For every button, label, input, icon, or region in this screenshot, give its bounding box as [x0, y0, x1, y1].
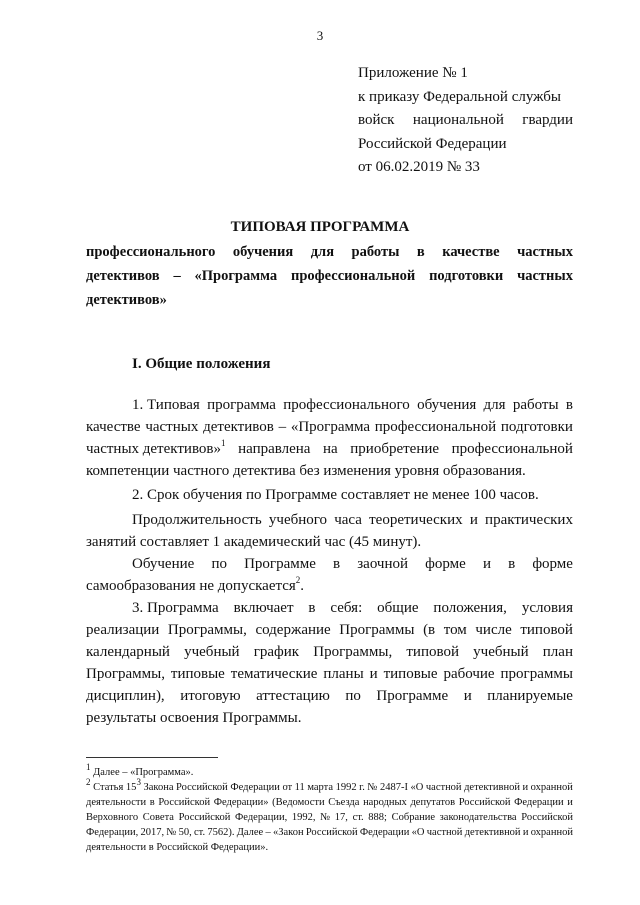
word: теоретических	[369, 512, 463, 528]
paragraph-text: самообразования не допускается	[86, 578, 296, 594]
appendix-block	[358, 62, 573, 180]
word: и	[463, 688, 472, 704]
word: марта	[307, 782, 334, 793]
paragraph-word: профессиональной	[451, 441, 573, 457]
document-subtitle	[86, 240, 573, 312]
word: календарный	[86, 644, 170, 660]
word: подготовки	[500, 419, 573, 435]
word: Федерации	[514, 797, 564, 808]
word: (в	[423, 622, 436, 638]
word: для	[310, 244, 335, 260]
paragraph-line	[86, 394, 573, 416]
word: Программе	[376, 688, 449, 704]
word: профессиональной	[374, 419, 497, 435]
word: Российской	[158, 797, 211, 808]
word: «О	[410, 782, 424, 793]
footnote-ref: 2	[295, 575, 301, 585]
word: типовой	[406, 644, 459, 660]
word: типовые	[383, 666, 438, 682]
word: 2017,	[140, 827, 165, 838]
word: Федерации	[359, 827, 410, 838]
word: и	[469, 512, 478, 528]
word: детективов	[86, 268, 160, 284]
footnote-text: Далее – «Программа».	[93, 767, 194, 778]
word: аттестацию	[256, 688, 330, 704]
word: частных	[517, 244, 573, 260]
word: Программы,	[167, 622, 247, 638]
word: и	[522, 782, 529, 793]
footnote-2-line	[86, 795, 573, 810]
paragraph-line	[86, 416, 573, 438]
paragraph-word: направлена	[238, 441, 311, 457]
word: Федерации»	[213, 797, 269, 808]
word: работы	[512, 397, 559, 413]
word: числе	[475, 622, 512, 638]
word: рабочие	[443, 666, 495, 682]
word: законодательства	[439, 812, 517, 823]
word: обучения	[232, 244, 294, 260]
word: «Программа	[290, 419, 371, 435]
word: типовые	[170, 666, 225, 682]
footnote-text: Статья 15	[93, 782, 137, 793]
page-number: 3	[316, 28, 324, 43]
word: Закона	[143, 782, 174, 793]
word: профессиональной	[290, 268, 416, 284]
word: 1. Типовая	[132, 397, 200, 413]
word: Российской	[305, 827, 358, 838]
word: «О	[411, 827, 425, 838]
word: в	[508, 556, 516, 572]
paragraph-word	[86, 438, 226, 460]
word: частных	[145, 419, 199, 435]
paragraph-line	[86, 619, 573, 641]
word: график	[253, 644, 300, 660]
word: учебного	[268, 512, 328, 528]
word: 11	[294, 782, 305, 793]
appendix-word: национальной	[412, 112, 504, 128]
word: Федерации,	[86, 827, 139, 838]
paragraph-line	[86, 685, 573, 707]
word: подготовки	[429, 268, 504, 284]
word: Совета	[142, 812, 174, 823]
paragraph-line	[86, 553, 573, 575]
word: по	[345, 688, 361, 704]
word: Российской	[178, 812, 231, 823]
word: профессионального	[86, 244, 216, 260]
word: охранной	[530, 827, 573, 838]
word: №	[166, 827, 177, 838]
word: деятельности	[86, 797, 147, 808]
footnote-1	[86, 761, 573, 780]
word: Собрание	[391, 812, 436, 823]
word: для	[483, 397, 506, 413]
footnote-2-line	[86, 825, 573, 840]
word: программы	[500, 666, 573, 682]
word: профессионального	[283, 397, 410, 413]
word: 7562).	[207, 827, 235, 838]
word: включает	[233, 600, 294, 616]
word: качестве	[442, 244, 500, 260]
word: планируемые	[487, 688, 573, 704]
word: по	[211, 556, 227, 572]
paragraph-text: частных детективов»	[86, 441, 222, 457]
word: народных	[363, 797, 407, 808]
paragraph-line: компетенции частного детектива без изменения уровня образования.	[86, 463, 526, 479]
word: частной	[426, 827, 463, 838]
word: депутатов	[410, 797, 456, 808]
word: ст.	[194, 827, 206, 838]
section-heading: I. Общие положения	[132, 356, 271, 372]
word: часа	[334, 512, 362, 528]
word: от	[282, 782, 293, 793]
word: в	[333, 556, 341, 572]
paragraph-word: приобретение	[350, 441, 440, 457]
word: в	[565, 397, 573, 413]
paragraph-word: на	[323, 441, 338, 457]
paragraph-line: 2. Срок обучения по Программе составляет не менее 100 часов.	[132, 487, 539, 503]
word: дисциплин),	[86, 688, 165, 704]
word: детективной	[464, 827, 521, 838]
word: «Программа	[194, 268, 278, 284]
word: –	[173, 268, 181, 284]
word: и	[369, 666, 378, 682]
word: условия	[521, 600, 573, 616]
appendix-word: гвардии	[522, 112, 573, 128]
word: планы	[323, 666, 364, 682]
paragraph-line	[86, 597, 573, 619]
word: практических	[485, 512, 573, 528]
word: Съезда	[328, 797, 360, 808]
subtitle-line	[86, 240, 573, 264]
word: Российской	[521, 812, 573, 823]
word: –	[265, 827, 271, 838]
word: детективов	[203, 419, 274, 435]
paragraph-line	[86, 438, 573, 460]
footnote-ref: 1	[221, 438, 226, 448]
paragraph-line: занятий составляет 1 академический час (45 минут).	[86, 534, 422, 550]
paragraph-line	[86, 575, 573, 597]
paragraph-3	[86, 509, 573, 553]
word: том	[443, 622, 467, 638]
word: Верховного	[86, 812, 139, 823]
paragraph-4	[86, 553, 573, 597]
appendix-line: Российской Федерации	[358, 135, 507, 152]
word: общие	[377, 600, 419, 616]
footnote-divider	[86, 757, 218, 758]
subtitle-line: детективов»	[86, 292, 167, 308]
word: 17,	[334, 812, 348, 823]
word: учебный	[473, 644, 529, 660]
word: «Закон	[272, 827, 304, 838]
word: охранной	[530, 782, 573, 793]
word: в	[308, 600, 316, 616]
footnote-2-line	[86, 776, 573, 795]
word: Российской	[176, 782, 228, 793]
word: заочной	[357, 556, 409, 572]
word: 888;	[368, 812, 387, 823]
word: 50,	[178, 827, 192, 838]
word: положения,	[433, 600, 507, 616]
word: 1992	[335, 782, 357, 793]
word: №	[320, 812, 331, 823]
word: Федерации,	[235, 812, 288, 823]
word: частной	[425, 782, 462, 793]
word: частных	[517, 268, 573, 284]
word: Программе	[244, 556, 316, 572]
footnote-2-line: деятельности в Российской Федерации».	[86, 842, 269, 853]
word: себя:	[330, 600, 363, 616]
appendix-line: к приказу Федеральной службы	[358, 88, 562, 105]
appendix-line: Приложение № 1	[358, 65, 468, 81]
word: реализации	[86, 622, 160, 638]
word: Федерации	[230, 782, 280, 793]
word: Российской	[458, 797, 511, 808]
paragraph-line: результаты освоения Программы.	[86, 710, 302, 726]
footnote-mark: 1	[86, 761, 91, 772]
word: в	[416, 244, 425, 260]
word: в	[149, 797, 155, 808]
footnotes	[86, 761, 573, 855]
footnote-ref: 3	[136, 776, 141, 787]
word: Продолжительность	[132, 512, 262, 528]
word: Обучение	[132, 556, 195, 572]
footnote-mark: 2	[86, 776, 91, 787]
word: №	[367, 782, 378, 793]
word: форме	[425, 556, 466, 572]
word: 1992,	[291, 812, 316, 823]
word: детективной	[464, 782, 520, 793]
word: форме	[532, 556, 573, 572]
word: –	[278, 419, 287, 435]
word: 2487-I	[379, 782, 408, 793]
paragraph-line	[86, 663, 573, 685]
word: план	[542, 644, 573, 660]
word: ст.	[352, 812, 364, 823]
word: учебный	[184, 644, 240, 660]
word: 3. Программа	[132, 600, 219, 616]
appendix-line	[358, 109, 573, 133]
word: г.	[359, 782, 365, 793]
word: программа	[207, 397, 276, 413]
word: и	[522, 827, 529, 838]
paragraph-1	[86, 394, 573, 482]
word: Программы	[339, 622, 415, 638]
word: итоговую	[180, 688, 241, 704]
word: типовой	[520, 622, 573, 638]
footnote-word	[86, 776, 141, 795]
paragraph-2	[86, 484, 573, 506]
word: (Ведомости	[272, 797, 325, 808]
word: Программы,	[313, 644, 393, 660]
paragraph-5	[86, 597, 573, 729]
document-title: ТИПОВАЯ ПРОГРАММА	[230, 219, 410, 235]
word: обучения	[417, 397, 477, 413]
word: Программы,	[86, 666, 165, 682]
appendix-line: от 06.02.2019 № 33	[358, 159, 480, 175]
word: и	[482, 556, 491, 572]
word: качестве	[86, 419, 141, 435]
paragraph-line	[86, 641, 573, 663]
paragraph-text: .	[300, 578, 305, 594]
word: и	[567, 797, 573, 808]
appendix-word: войск	[358, 112, 395, 128]
word: содержание	[255, 622, 331, 638]
word: работы	[351, 244, 400, 260]
paragraph-line	[86, 509, 573, 531]
subtitle-line	[86, 264, 573, 288]
word: тематические	[230, 666, 318, 682]
word: Далее	[236, 827, 264, 838]
footnote-2-line	[86, 810, 573, 825]
